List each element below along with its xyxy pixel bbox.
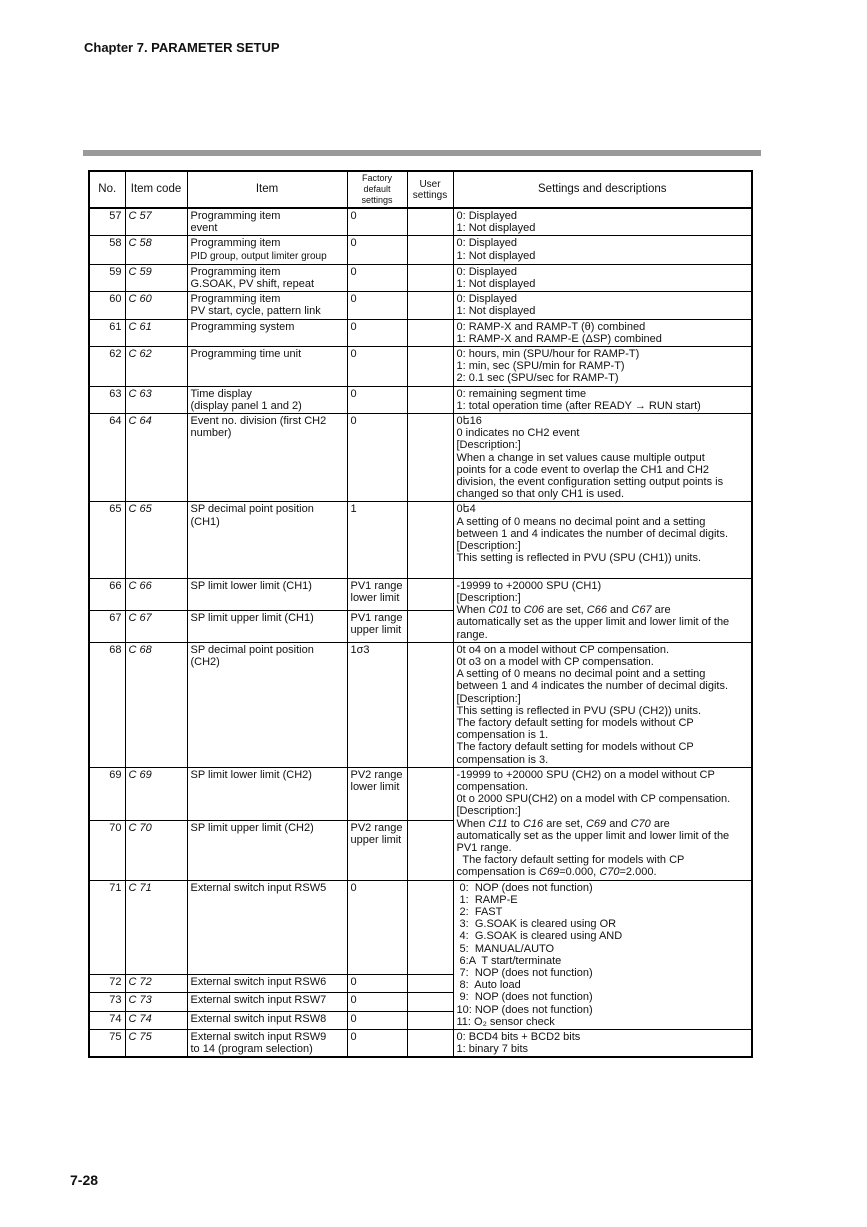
row-code: C 67 (125, 610, 187, 642)
row-user-setting (407, 1030, 453, 1058)
row-no: 67 (89, 610, 125, 642)
row-default: 0 (347, 347, 407, 387)
header-factory-default: Factory default settings (347, 171, 407, 208)
row-desc: 0: remaining segment time 1: total operation time (after READY → RUN start) (453, 386, 752, 413)
row-default: 0 (347, 208, 407, 236)
row-default: 0 (347, 386, 407, 413)
row-item: External switch input RSW7 (187, 993, 347, 1011)
table-row (89, 264, 752, 291)
table-row (89, 642, 752, 767)
row-code: C 74 (125, 1011, 187, 1030)
row-code: C 60 (125, 292, 187, 319)
row-user-setting (407, 880, 453, 974)
table-row (89, 578, 752, 610)
row-desc-ch1-limits: -19999 to +20000 SPU (CH1) [Description:] When C01 to C06 are set, C66 and C67 are automatically set as the upper limit and lower limit of the range. (453, 578, 752, 642)
header-user-settings: User settings (407, 171, 453, 208)
row-no: 62 (89, 347, 125, 387)
row-default: 1σ3 (347, 642, 407, 767)
row-code: C 59 (125, 264, 187, 291)
row-no: 59 (89, 264, 125, 291)
row-default: 0 (347, 1011, 407, 1030)
row-item: SP limit lower limit (CH2) (187, 767, 347, 820)
row-default: 0 (347, 236, 407, 264)
row-user-setting (407, 319, 453, 346)
row-code: C 63 (125, 386, 187, 413)
row-item: SP limit upper limit (CH2) (187, 820, 347, 880)
row-default: PV1 range lower limit (347, 578, 407, 610)
row-no: 60 (89, 292, 125, 319)
table-row (89, 292, 752, 319)
row-desc-rsw-functions: 0: NOP (does not function) 1: RAMP-E 2: FAST 3: G.SOAK is cleared using OR 4: G.SOAK is cleared using AND 5: MANUAL/AUTO 6:A T start/terminate 7: NOP (does not function) 8: Auto load 9: NOP (does not function) 10: NOP (does not function) 11: O₂ sensor check (453, 880, 752, 1029)
row-default: 0 (347, 993, 407, 1011)
row-code: C 62 (125, 347, 187, 387)
row-item: SP limit upper limit (CH1) (187, 610, 347, 642)
row-item: Programming item PID group, output limiter group (187, 236, 347, 264)
row-item: SP limit lower limit (CH1) (187, 578, 347, 610)
table-row (89, 347, 752, 387)
row-code: C 69 (125, 767, 187, 820)
row-item: Programming item PV start, cycle, pattern link (187, 292, 347, 319)
row-desc: 0ե4 A setting of 0 means no decimal point and a setting between 1 and 4 indicates the number of decimal digits. [Description:] This setting is reflected in PVU (SPU (CH1)) units. (453, 502, 752, 578)
row-user-setting (407, 993, 453, 1011)
row-desc: 0: Displayed 1: Not displayed (453, 208, 752, 236)
row-item: Time display (display panel 1 and 2) (187, 386, 347, 413)
table-row (89, 1030, 752, 1058)
row-no: 71 (89, 880, 125, 974)
row-no: 57 (89, 208, 125, 236)
table-row (89, 236, 752, 264)
row-code: C 73 (125, 993, 187, 1011)
row-code: C 72 (125, 974, 187, 992)
row-item: External switch input RSW9 to 14 (program selection) (187, 1030, 347, 1058)
row-no: 73 (89, 993, 125, 1011)
table-row (89, 414, 752, 502)
table-row (89, 880, 752, 974)
row-no: 58 (89, 236, 125, 264)
row-no: 64 (89, 414, 125, 502)
row-item: Programming time unit (187, 347, 347, 387)
row-desc: 0: hours, min (SPU/hour for RAMP-T) 1: min, sec (SPU/min for RAMP-T) 2: 0.1 sec (SPU/sec for RAMP-T) (453, 347, 752, 387)
parameter-table (88, 170, 753, 1058)
row-default: 0 (347, 880, 407, 974)
row-default: 0 (347, 974, 407, 992)
table-row (89, 319, 752, 346)
table-row (89, 767, 752, 820)
row-user-setting (407, 767, 453, 820)
row-user-setting (407, 208, 453, 236)
row-user-setting (407, 264, 453, 291)
row-default: 0 (347, 1030, 407, 1058)
row-code: C 65 (125, 502, 187, 578)
row-code: C 61 (125, 319, 187, 346)
header-item-code: Item code (125, 171, 187, 208)
chapter-title: Chapter 7. PARAMETER SETUP (84, 40, 280, 55)
row-item: Event no. division (first CH2 number) (187, 414, 347, 502)
header-item: Item (187, 171, 347, 208)
row-code: C 68 (125, 642, 187, 767)
row-user-setting (407, 236, 453, 264)
header-divider (83, 150, 761, 156)
row-user-setting (407, 386, 453, 413)
row-code: C 66 (125, 578, 187, 610)
header-settings: Settings and descriptions (453, 171, 752, 208)
row-default: PV2 range lower limit (347, 767, 407, 820)
row-user-setting (407, 974, 453, 992)
row-user-setting (407, 610, 453, 642)
row-desc: 0: BCD4 bits + BCD2 bits 1: binary 7 bits (453, 1030, 752, 1058)
row-no: 65 (89, 502, 125, 578)
row-default: 0 (347, 264, 407, 291)
row-desc: 0ե16 0 indicates no CH2 event [Description:] When a change in set values cause multiple output points for a code event to overlap the CH1 and CH2 division, the event configuration setting output points is changed so that only CH1 is used. (453, 414, 752, 502)
row-default: 0 (347, 414, 407, 502)
row-desc: 0t o4 on a model without CP compensation. 0t o3 on a model with CP compensation. A setting of 0 means no decimal point and a setting between 1 and 4 indicates the number of decimal digits. [Description:] This setting is reflected in PVU (SPU (CH2)) units. The factory default setting for models without CP compensation is 1. The factory default setting for models without CP compensation is 3. (453, 642, 752, 767)
row-code: C 71 (125, 880, 187, 974)
table-row (89, 208, 752, 236)
row-no: 66 (89, 578, 125, 610)
row-user-setting (407, 1011, 453, 1030)
row-code: C 57 (125, 208, 187, 236)
table-row (89, 386, 752, 413)
row-no: 63 (89, 386, 125, 413)
row-user-setting (407, 292, 453, 319)
page-number: 7-28 (70, 1172, 99, 1188)
row-no: 72 (89, 974, 125, 992)
row-user-setting (407, 347, 453, 387)
row-item: External switch input RSW8 (187, 1011, 347, 1030)
row-no: 75 (89, 1030, 125, 1058)
row-item: External switch input RSW5 (187, 880, 347, 974)
row-no: 74 (89, 1011, 125, 1030)
row-item: SP decimal point position (CH1) (187, 502, 347, 578)
row-desc-ch2-limits: -19999 to +20000 SPU (CH2) on a model without CP compensation. 0t o 2000 SPU(CH2) on a model with CP compensation. [Description:] When C11 to C16 are set, C69 and C70 are automatically set as the upper limit and lower limit of the PV1 range. The factory default setting for models with CP compensation is C69=0.000, C70=2.000. (453, 767, 752, 880)
header-no: No. (89, 171, 125, 208)
table-header-row (89, 171, 752, 208)
table-row (89, 502, 752, 578)
row-user-setting (407, 414, 453, 502)
row-no: 70 (89, 820, 125, 880)
row-user-setting (407, 578, 453, 610)
row-code: C 58 (125, 236, 187, 264)
row-default: PV2 range upper limit (347, 820, 407, 880)
row-desc: 0: RAMP-X and RAMP-T (θ) combined 1: RAMP-X and RAMP-E (ΔSP) combined (453, 319, 752, 346)
row-desc: 0: Displayed 1: Not displayed (453, 292, 752, 319)
row-default: 0 (347, 292, 407, 319)
row-default: 0 (347, 319, 407, 346)
row-code: C 75 (125, 1030, 187, 1058)
row-no: 61 (89, 319, 125, 346)
row-item: Programming item event (187, 208, 347, 236)
row-user-setting (407, 642, 453, 767)
row-item: External switch input RSW6 (187, 974, 347, 992)
row-default: PV1 range upper limit (347, 610, 407, 642)
row-item: Programming item G.SOAK, PV shift, repeat (187, 264, 347, 291)
row-desc: 0: Displayed 1: Not displayed (453, 264, 752, 291)
row-code: C 70 (125, 820, 187, 880)
row-user-setting (407, 820, 453, 880)
row-default: 1 (347, 502, 407, 578)
row-item: Programming system (187, 319, 347, 346)
row-desc: 0: Displayed 1: Not displayed (453, 236, 752, 264)
row-no: 69 (89, 767, 125, 820)
row-user-setting (407, 502, 453, 578)
row-code: C 64 (125, 414, 187, 502)
row-item: SP decimal point position (CH2) (187, 642, 347, 767)
row-no: 68 (89, 642, 125, 767)
